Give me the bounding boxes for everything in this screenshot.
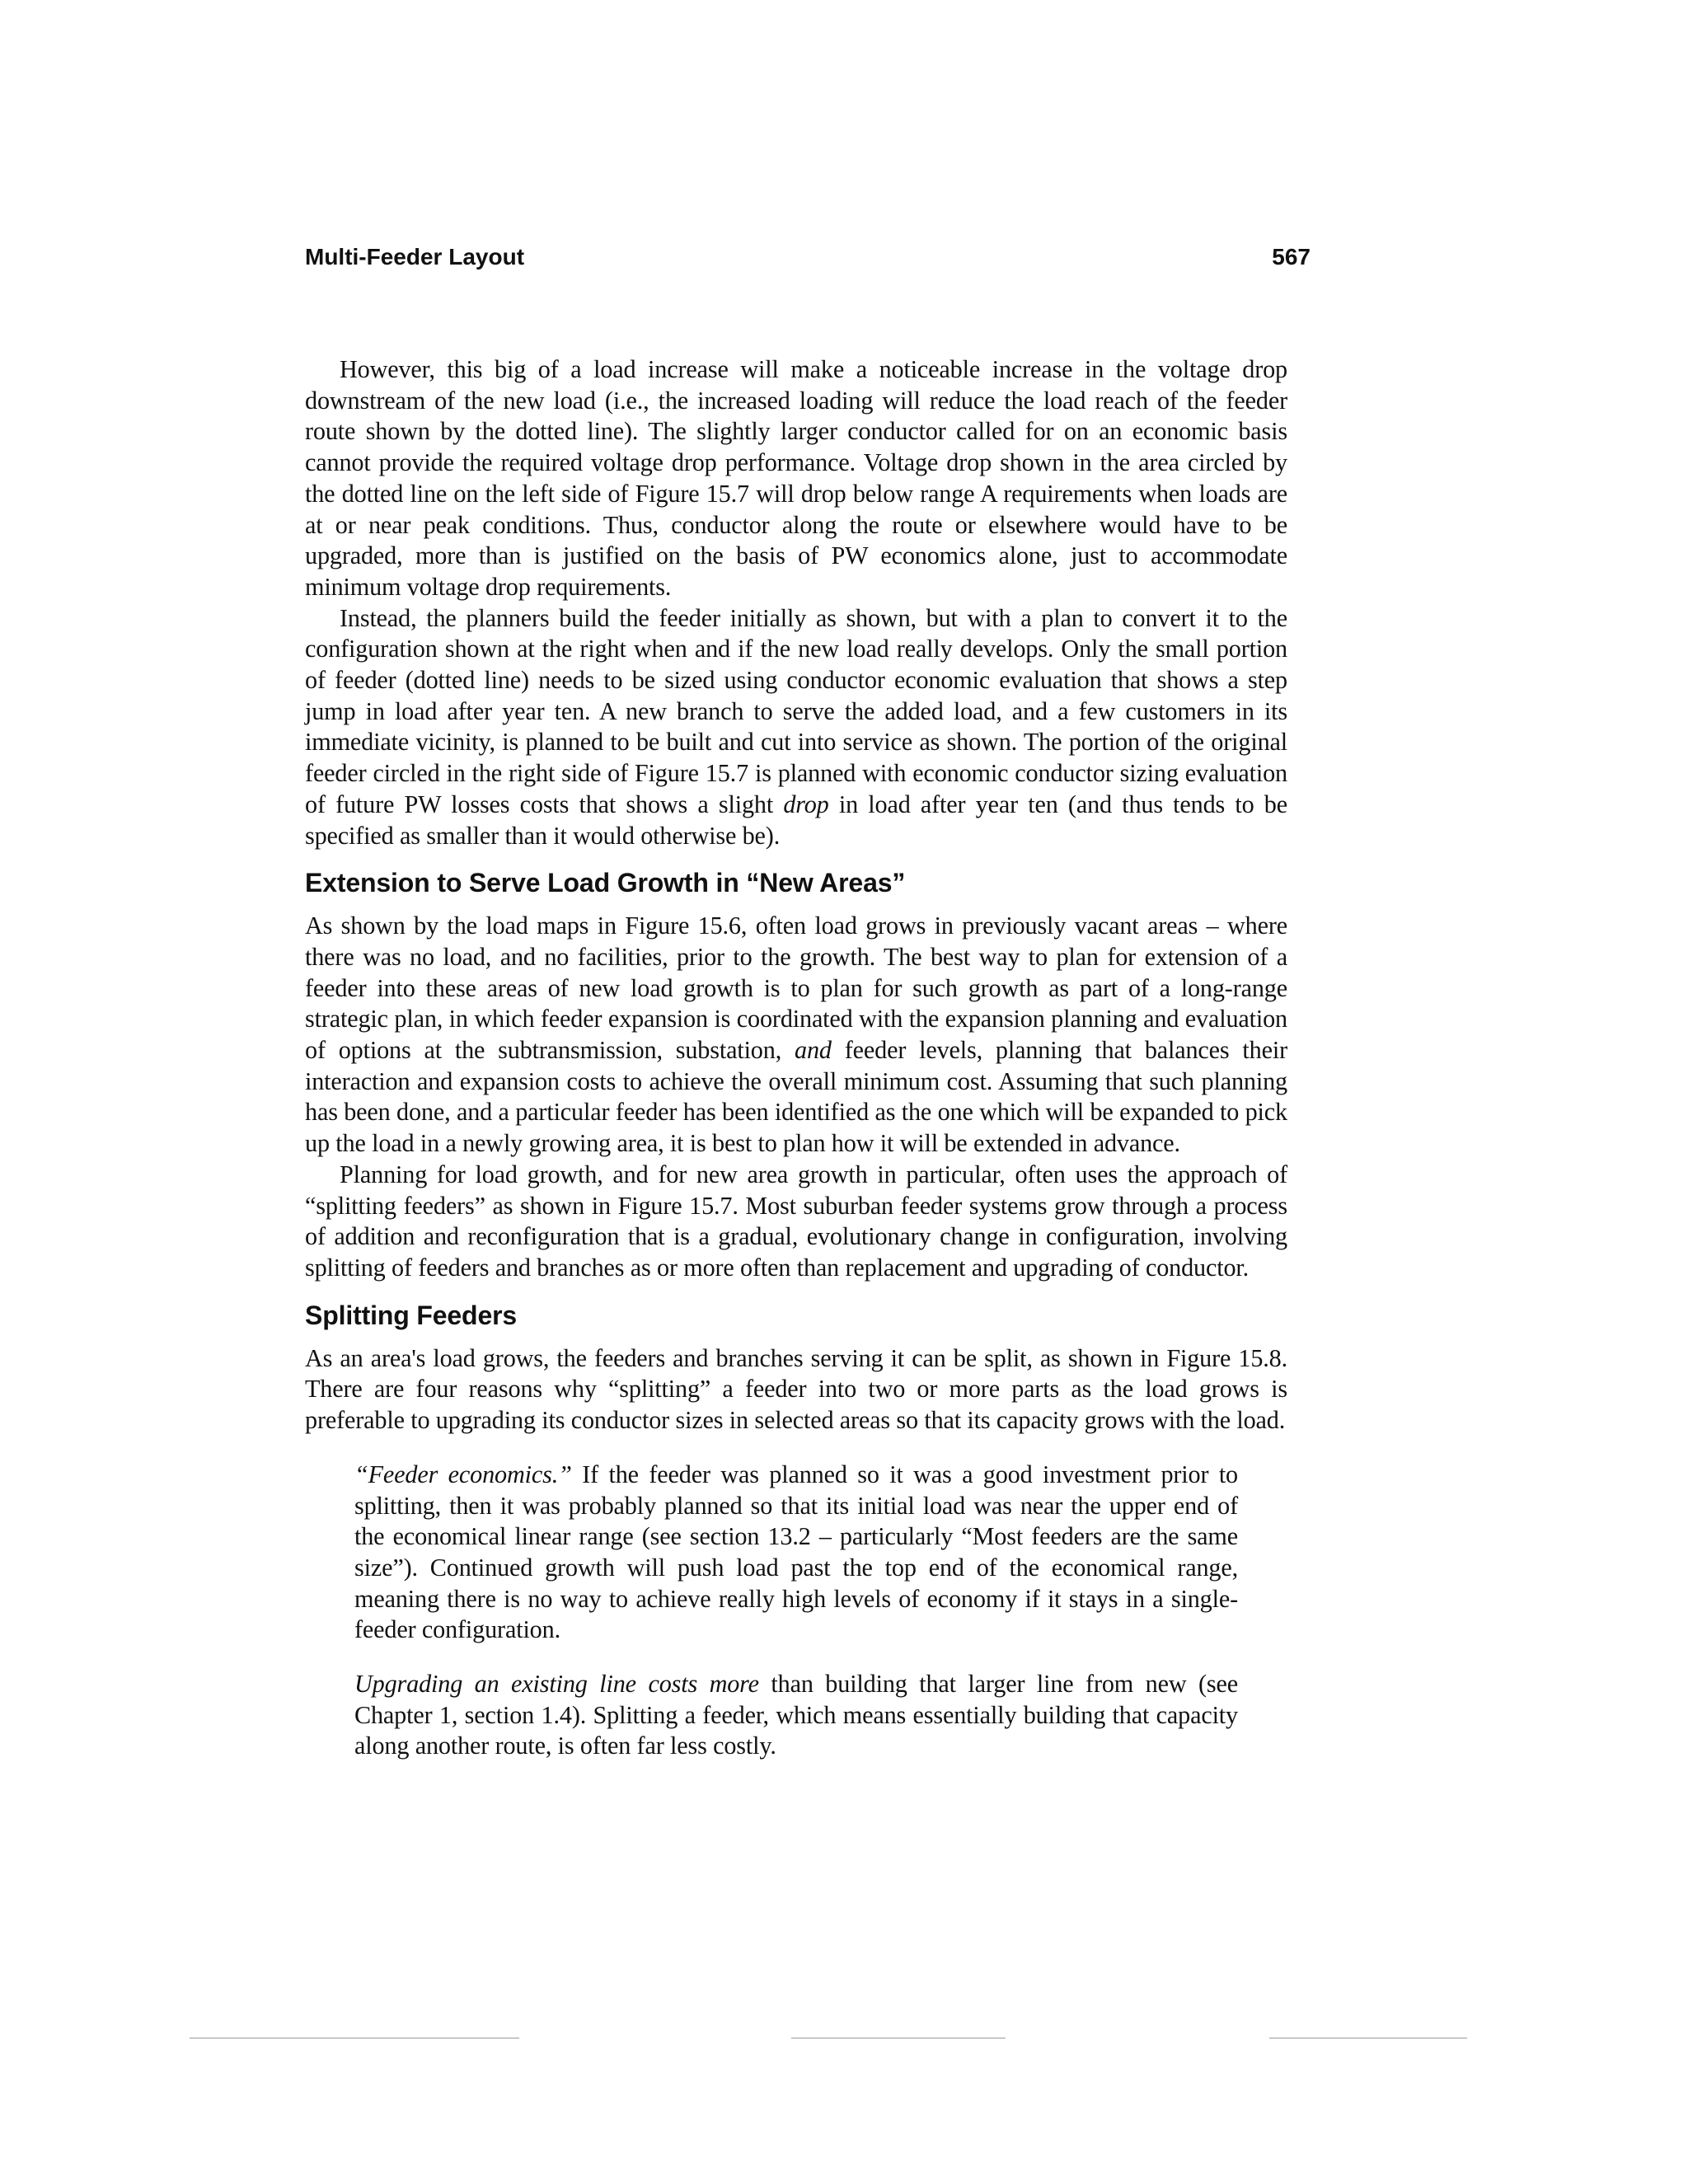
emphasis-and: and <box>795 1036 832 1065</box>
scan-artifact-line <box>190 2037 519 2039</box>
scan-artifact-line <box>1269 2037 1467 2039</box>
reason-title: “Feeder economics.” <box>354 1460 572 1488</box>
paragraph-text: Instead, the planners build the feeder initially as shown, but with a plan to convert it to the configuration shown at the right when and if the new load really develops. Only the small portion of feeder (dotted line) needs to be sized using conductor economic evaluation that shows a step jump in load after year ten. A new branch to serve the added load, and a few customers in its immediate vicinity, is planned to be built and cut into service as shown. The portion of the original feeder circled in the right side of Figure 15.7 is planned with economic conductor sizing evaluation of future PW losses costs that shows a slight <box>305 603 1287 818</box>
paragraph-splitting-approach: Planning for load growth, and for new area growth in particular, often uses the approach of “splitting feeders” as shown in Figure 15.7. Most suburban feeder systems grow through a process of addition and reconfiguration that is a gradual, evolutionary change in configuration, involving splitting of feeders and branches as or more often than replacement and upgrading of conductor. <box>305 1160 1287 1282</box>
paragraph-planners-build <box>305 603 1287 852</box>
reason-upgrading-costs <box>354 1669 1238 1762</box>
reason-title: Upgrading an existing line costs more <box>354 1670 759 1699</box>
paragraph-four-reasons: As an area's load grows, the feeders and branches serving it can be split, as shown in Figure 15.8. There are four reasons why “splitting” a feeder into two or more parts as the load grows is preferable to upgrading its conductor sizes in selected areas so that its capacity grows with the load. <box>305 1343 1287 1435</box>
running-title: Multi-Feeder Layout <box>305 244 525 269</box>
reason-text: If the feeder was planned so it was a good investment prior to splitting, then it was probably planned so that its initial load was near the upper end of the economical linear range (see section 13.2 – particularly “Most feeders are the same size”). Continued growth will push load past the top end of the economical range, meaning there is no way to achieve really high levels of economy if it stays in a single-feeder configuration. <box>354 1460 1239 1644</box>
page-number: 567 <box>1272 244 1311 269</box>
reason-text: than building that larger line from new (see Chapter 1, section 1.4). Splitting a feeder, which means essentially building that capacity along another route, is often far less costly. <box>354 1670 1238 1760</box>
section-heading-extension: Extension to Serve Load Growth in “New Areas” <box>305 868 906 898</box>
scan-artifact-line <box>791 2037 1006 2039</box>
paragraph-new-areas <box>305 911 1287 1160</box>
paragraph-voltage-drop: However, this big of a load increase will make a noticeable increase in the voltage drop downstream of the new load (i.e., the increased loading will reduce the load reach of the feeder route shown by the dotted line). The slightly larger conductor called for on an economic basis cannot provide the required voltage drop performance. Voltage drop shown in the area circled by the dotted line on the left side of Figure 15.7 will drop below range A requirements when loads are at or near peak conditions. Thus, conductor along the route or elsewhere would have to be upgraded, more than is justified on the basis of PW economics alone, just to accommodate minimum voltage drop requirements. <box>305 355 1287 601</box>
paragraph-text: feeder levels, planning that balances their interaction and expansion costs to achieve the overall minimum cost. Assuming that such planning has been done, and a particular feeder has been identified as the one which will be expanded to pick up the load in a newly growing area, it is best to plan how it will be extended in advance. <box>305 1036 1287 1158</box>
emphasis-drop: drop <box>783 790 829 818</box>
paragraph-text: As shown by the load maps in Figure 15.6, often load grows in previously vacant areas – where there was no load, and no facilities, prior to the growth. The best way to plan for extension of a feeder into these areas of new load growth is to plan for such growth as part of a long-range strategic plan, in which feeder expansion is coordinated with the expansion planning and evaluation of options at the subtransmission, substation, <box>305 912 1287 1065</box>
section-heading-splitting: Splitting Feeders <box>305 1300 518 1330</box>
body-text <box>305 354 1287 1762</box>
running-header <box>305 241 1311 274</box>
paragraph-text: in load after year ten (and thus tends to be specified as smaller than it would otherwise be). <box>305 790 1287 850</box>
reason-feeder-economics <box>354 1460 1238 1646</box>
